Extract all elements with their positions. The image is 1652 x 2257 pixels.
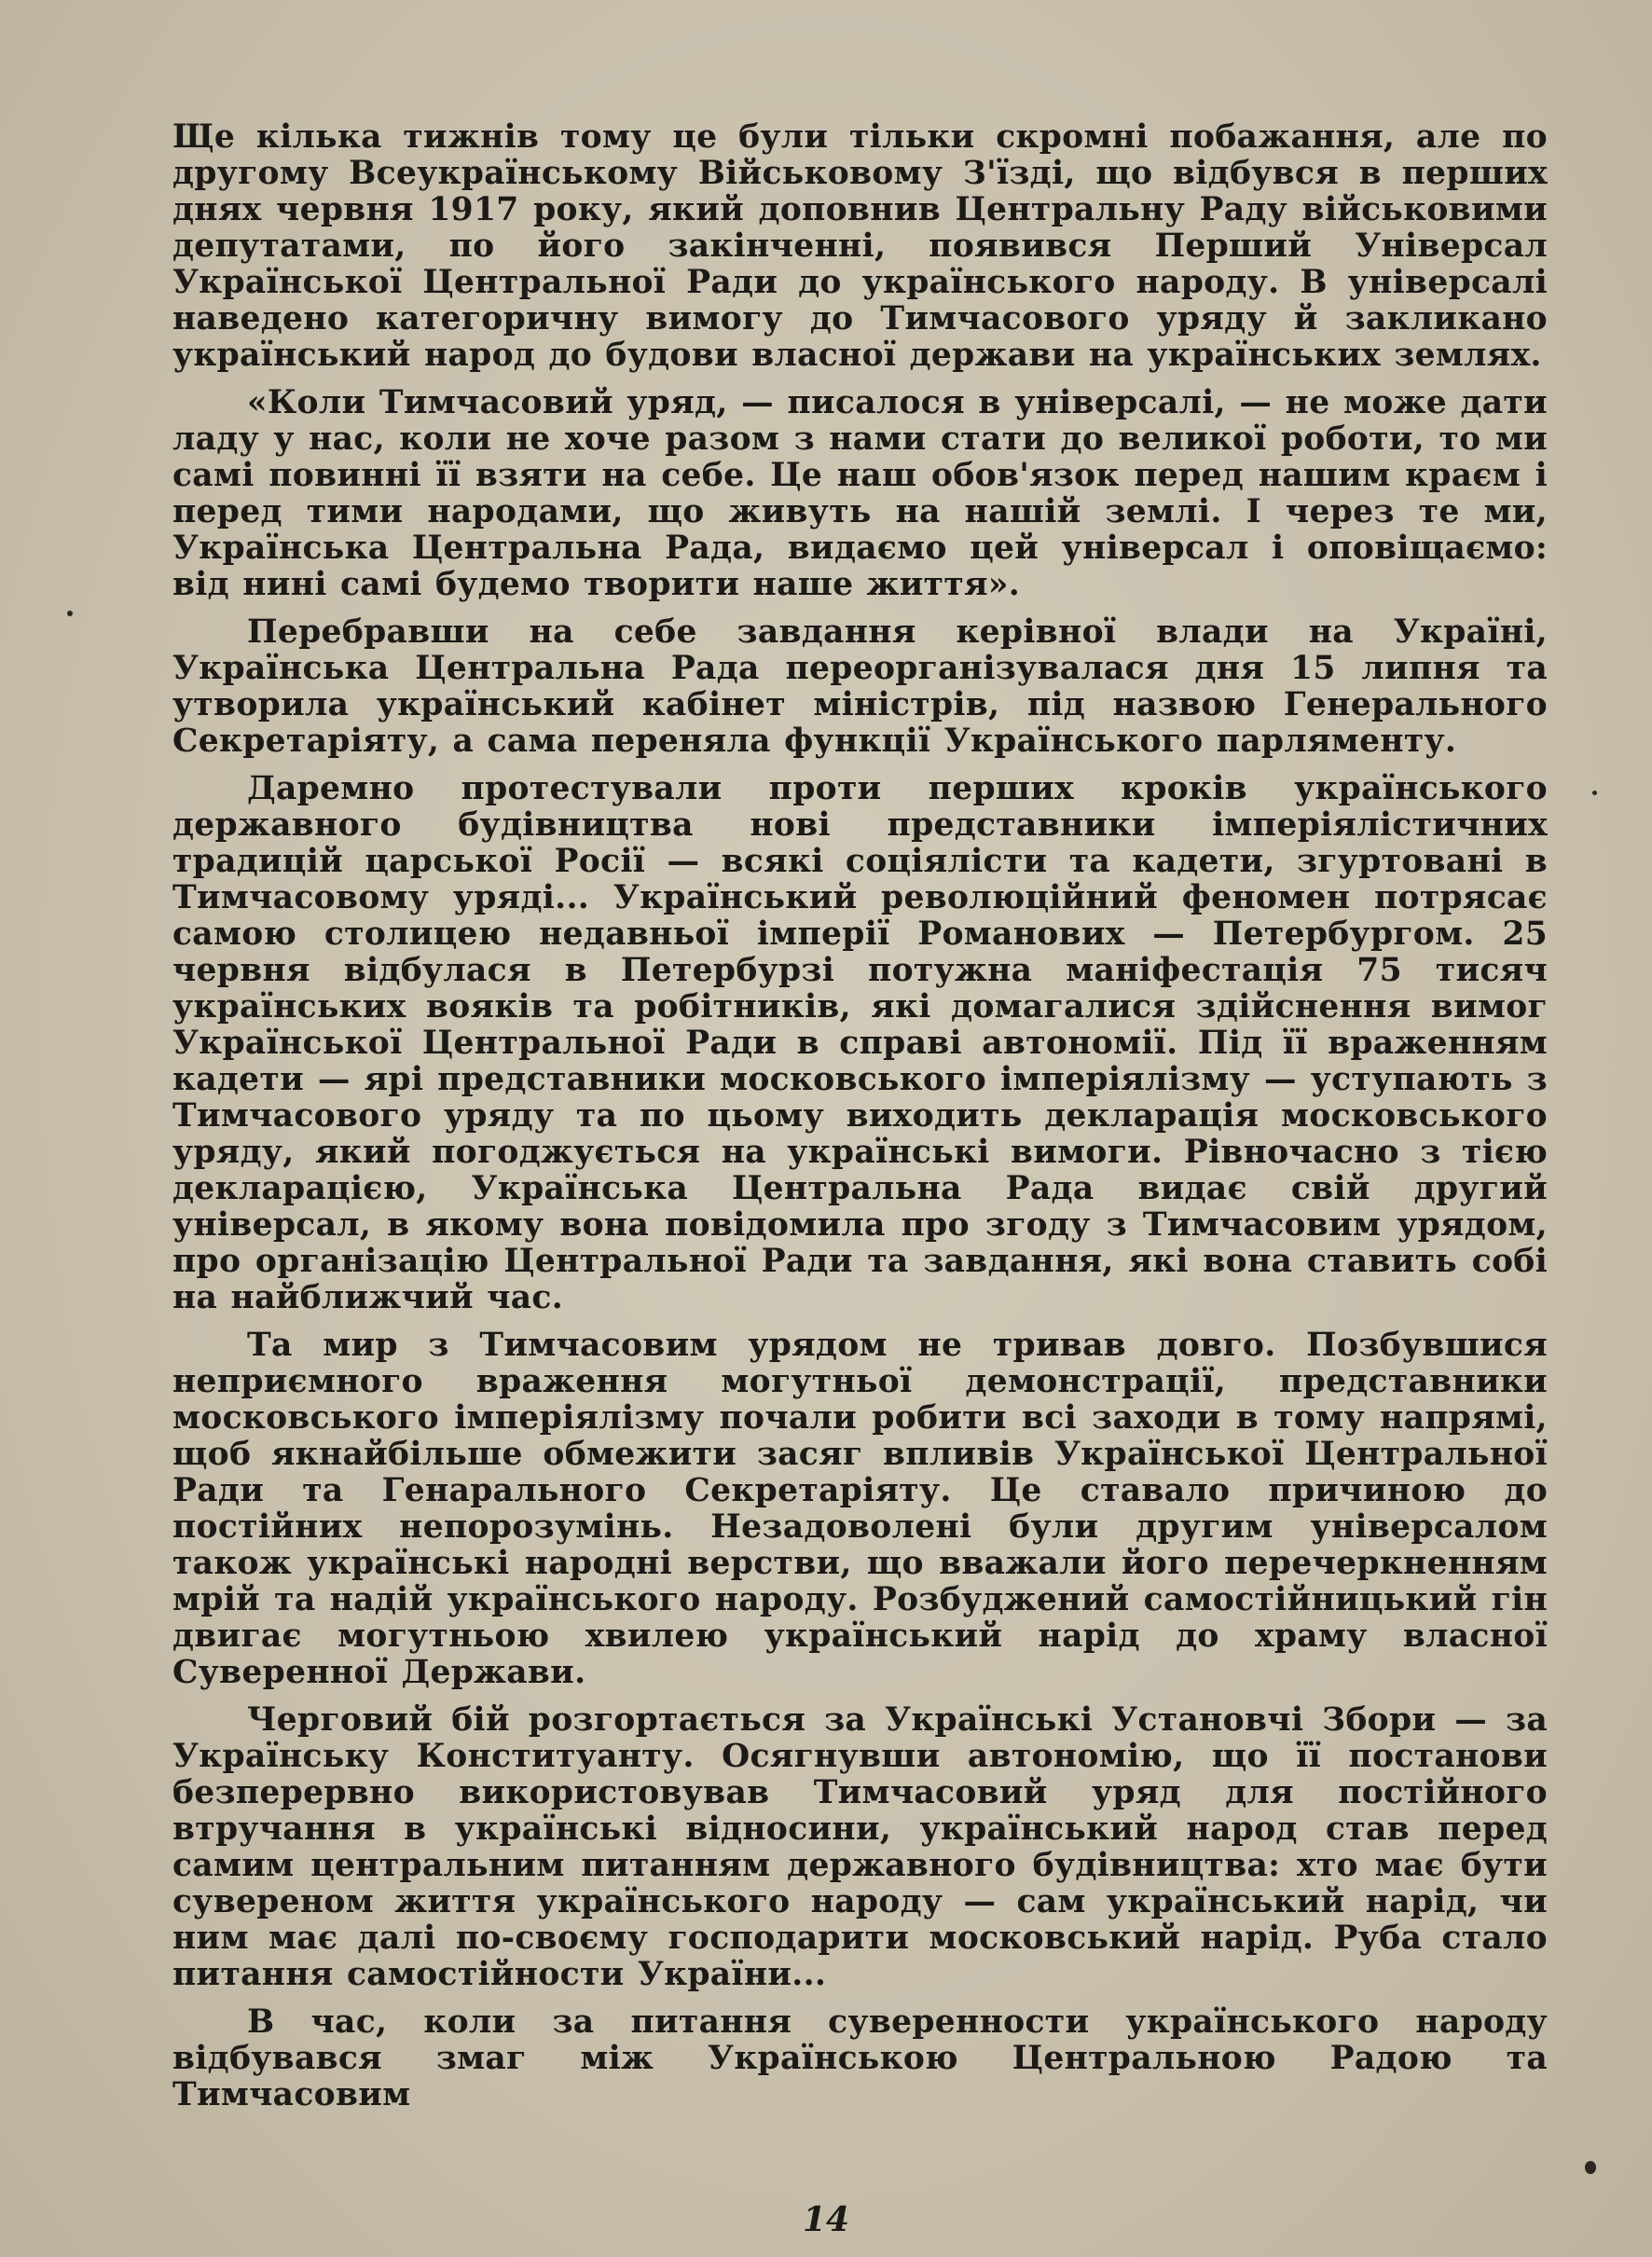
paragraph-second-universal: Даремно протестували проти перших кроків українського державного будівництва нові представники імперіялістичних традицій царської Росії — всякі соціялісти та кадети, згуртовані в Тимчасовому уряді... Український революційний феномен потрясає самою столицею недавньої імперії Романових — Петербургом. 25 червня відбулася в Петербурзі потужна маніфестація 75 тисяч українських вояків та робітників, які домагалися здійснення вимог Української Центральної Ради в справі автономії. Під її враженням кадети — ярі представники московського імперіялізму — уступають з Тимчасового уряду та по цьому виходить декларація московського уряду, який погоджується на українські вимоги. Рівночасно з тією декларацією, Українська Центральна Рада видає свій другий універсал, в якому вона повідомила про згоду з Тимчасовим урядом, про організацію Центральної Ради та завдання, які вона ставить собі на найближчий час. [172, 770, 1548, 1316]
page-body [172, 119, 1548, 2113]
paragraph-constituent-assembly: Черговий бій розгортається за Українські Установчі Збори — за Українську Конституанту. Осягнувши автономію, що її постанови безперервно використовував Тимчасовий уряд для постійного втручання в українські відносини, український народ став перед самим центральним питанням державного будівництва: хто має бути сувереном життя українського народу — сам український нарід, чи ним має далі по-своєму господарити московський нарід. Руба стало питання самостійности України... [172, 1701, 1548, 1993]
ink-speck [1592, 791, 1597, 795]
paragraph-general-secretariat: Перебравши на себе завдання керівної влади на Україні, Українська Центральна Рада переорганізувалася дня 15 липня та утворила український кабінет міністрів, під назвою Генерального Секретаріяту, а сама переняла функції Українського парляменту. [172, 613, 1548, 760]
ink-speck [67, 611, 73, 616]
ink-speck [1585, 2161, 1596, 2174]
paragraph-first-universal: Ще кілька тижнів тому це були тільки скромні побажання, але по другому Всеукраїнському Військовому З'їзді, що відбувся в перших днях червня 1917 року, який доповнив Центральну Раду військовими депутатами, по його закінченні, появився Перший Універсал Української Центральної Ради до українського народу. В універсалі наведено категоричну вимогу до Тимчасового уряду й закликано український народ до будови власної держави на українських землях. [172, 118, 1548, 374]
page-number: 14 [802, 2200, 850, 2239]
paragraph-sovereignty-struggle: В час, коли за питання суверенности українського народу відбувався змаг між Українською Центральною Радою та Тимчасовим [172, 2003, 1548, 2113]
paragraph-peace-with-provisional-government: Та мир з Тимчасовим урядом не тривав довго. Позбувшися неприємного враження могутньої демонстрації, представники московського імперіялізму почали робити всі заходи в тому напрямі, щоб якнайбільше обмежити засяг впливів Української Центральної Ради та Генарального Секретаріяту. Це ставало причиною до постійних непорозумінь. Незадоволені були другим універсалом також українські народні верстви, що вважали його перечеркненням мрій та надій українського народу. Розбуджений самостійницький гін двигає могутньою хвилею український нарід до храму власної Суверенної Держави. [172, 1327, 1548, 1691]
paragraph-universal-quote: «Коли Тимчасовий уряд, — писалося в універсалі, — не може дати ладу у нас, коли не хоче разом з нами стати до великої роботи, то ми самі повинні її взяти на себе. Це наш обов'язок перед нашим краєм і перед тими народами, що живуть на нашій землі. І через те ми, Українська Центральна Рада, видаємо цей універсал і оповіщаємо: від нині самі будемо творити наше життя». [172, 384, 1548, 603]
